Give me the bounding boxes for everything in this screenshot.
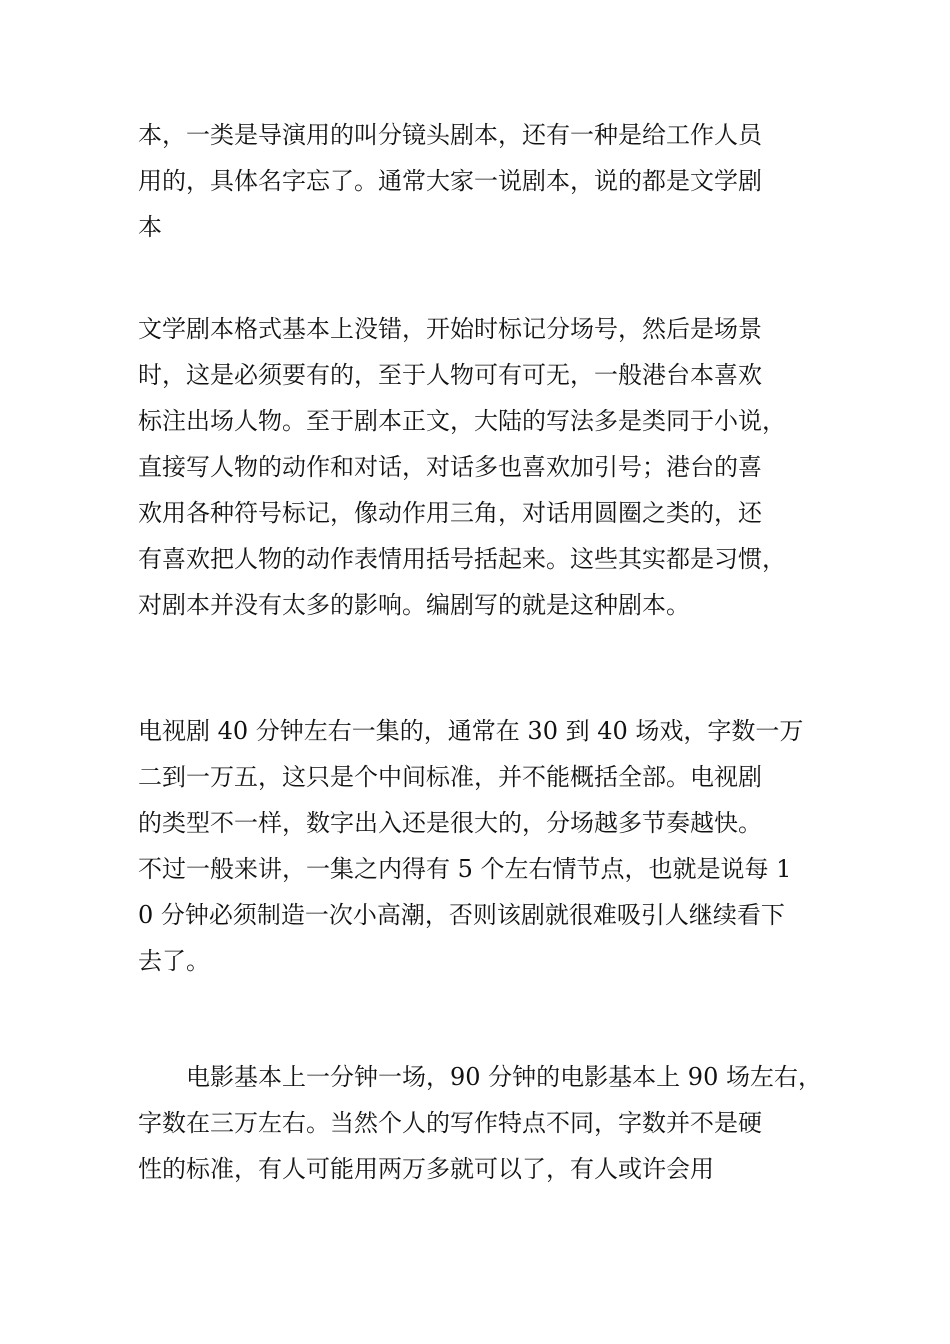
text-line: 二到一万五，这只是个中间标准，并不能概括全部。电视剧: [138, 763, 762, 791]
text-line: 时，这是必须要有的，至于人物可有可无，一般港台本喜欢: [138, 361, 762, 389]
text-line: 性的标准，有人可能用两万多就可以了，有人或许会用: [138, 1155, 714, 1183]
paragraph-tv-drama: [138, 708, 838, 984]
text-line: 对剧本并没有太多的影响。编剧写的就是这种剧本。: [138, 591, 690, 619]
paragraph-film: [138, 1054, 838, 1192]
text-line: 去了。: [138, 947, 210, 975]
paragraph-literary-script-format: [138, 306, 838, 628]
text-line: 欢用各种符号标记，像动作用三角，对话用圆圈之类的，还: [138, 499, 762, 527]
text-line: 0 分钟必须制造一次小高潮，否则该剧就很难吸引人继续看下: [138, 901, 785, 929]
text-line: 有喜欢把人物的动作表情用括号括起来。这些其实都是习惯，: [138, 545, 786, 573]
text-line: 文学剧本格式基本上没错，开始时标记分场号，然后是场景: [138, 315, 762, 343]
text-line: 字数在三万左右。当然个人的写作特点不同，字数并不是硬: [138, 1109, 762, 1137]
text-line: 电视剧 40 分钟左右一集的，通常在 30 到 40 场戏，字数一万: [138, 717, 804, 745]
text-line: 本: [138, 213, 162, 241]
text-line: 本，一类是导演用的叫分镜头剧本，还有一种是给工作人员: [138, 121, 762, 149]
text-line: 直接写人物的动作和对话，对话多也喜欢加引号；港台的喜: [138, 453, 762, 481]
text-line: 用的，具体名字忘了。通常大家一说剧本，说的都是文学剧: [138, 167, 762, 195]
text-line: 标注出场人物。至于剧本正文，大陆的写法多是类同于小说，: [138, 407, 786, 435]
paragraph-script-types: [138, 112, 838, 250]
text-line: 电影基本上一分钟一场，90 分钟的电影基本上 90 场左右，: [138, 1063, 822, 1091]
text-line: 不过一般来讲，一集之内得有 5 个左右情节点，也就是说每 1: [138, 855, 792, 883]
text-line: 的类型不一样，数字出入还是很大的，分场越多节奏越快。: [138, 809, 762, 837]
